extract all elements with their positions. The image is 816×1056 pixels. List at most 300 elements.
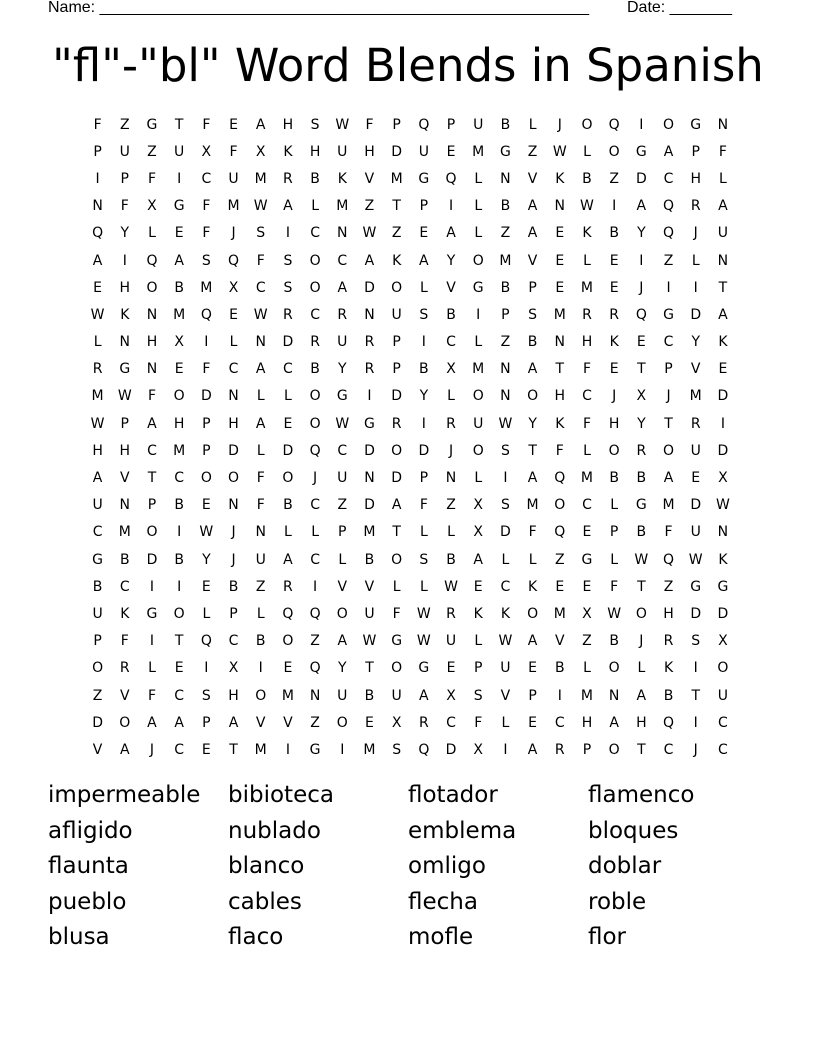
grid-letter[interactable]: E bbox=[174, 225, 184, 242]
grid-letter[interactable]: G bbox=[690, 578, 702, 595]
grid-letter[interactable]: I bbox=[639, 252, 644, 269]
grid-letter[interactable]: M bbox=[336, 198, 349, 215]
grid-letter[interactable]: Z bbox=[147, 143, 157, 160]
grid-letter[interactable]: L bbox=[202, 605, 211, 622]
grid-letter[interactable]: P bbox=[609, 524, 619, 541]
grid-letter[interactable]: O bbox=[391, 442, 403, 459]
grid-letter[interactable]: G bbox=[119, 361, 131, 378]
date-field-label[interactable]: Date: _______ bbox=[627, 0, 732, 16]
grid-letter[interactable]: W bbox=[552, 143, 567, 160]
grid-letter[interactable]: I bbox=[612, 198, 617, 215]
grid-letter[interactable]: A bbox=[174, 714, 184, 731]
grid-letter[interactable]: A bbox=[255, 415, 266, 432]
grid-letter[interactable]: G bbox=[92, 551, 104, 568]
grid-letter[interactable]: W bbox=[362, 633, 377, 650]
grid-letter[interactable]: N bbox=[554, 334, 566, 351]
grid-letter[interactable]: A bbox=[92, 252, 103, 269]
grid-letter[interactable]: S bbox=[473, 687, 483, 704]
grid-letter[interactable]: H bbox=[119, 442, 131, 459]
grid-letter[interactable]: L bbox=[447, 388, 455, 405]
grid-letter[interactable]: R bbox=[119, 660, 130, 677]
grid-letter[interactable]: G bbox=[581, 551, 593, 568]
grid-letter[interactable]: I bbox=[476, 306, 481, 323]
grid-letter[interactable]: M bbox=[363, 524, 376, 541]
grid-letter[interactable]: C bbox=[500, 578, 511, 595]
grid-letter[interactable]: O bbox=[581, 116, 593, 133]
grid-letter[interactable]: E bbox=[473, 578, 483, 595]
grid-letter[interactable]: V bbox=[527, 252, 538, 269]
grid-letter[interactable]: N bbox=[228, 388, 239, 405]
grid-letter[interactable]: S bbox=[256, 225, 266, 242]
grid-letter[interactable]: J bbox=[612, 388, 617, 405]
grid-letter[interactable]: O bbox=[228, 470, 240, 487]
grid-letter[interactable]: R bbox=[446, 415, 456, 432]
grid-letter[interactable]: V bbox=[554, 633, 565, 650]
grid-letter[interactable]: F bbox=[147, 170, 156, 187]
grid-letter[interactable]: W bbox=[416, 605, 431, 622]
grid-letter[interactable]: Z bbox=[391, 225, 402, 242]
grid-letter[interactable]: Z bbox=[92, 687, 103, 704]
grid-letter[interactable]: A bbox=[636, 687, 647, 704]
grid-letter[interactable]: L bbox=[93, 334, 102, 351]
grid-letter[interactable]: Q bbox=[309, 442, 321, 459]
grid-letter[interactable]: A bbox=[527, 361, 538, 378]
grid-letter[interactable]: P bbox=[202, 442, 211, 459]
grid-letter[interactable]: D bbox=[364, 279, 375, 296]
grid-letter[interactable]: U bbox=[337, 687, 348, 704]
grid-letter[interactable]: I bbox=[503, 741, 508, 758]
grid-letter[interactable]: F bbox=[229, 143, 238, 160]
grid-letter[interactable]: X bbox=[473, 524, 484, 541]
grid-letter[interactable]: O bbox=[173, 605, 185, 622]
grid-letter[interactable]: O bbox=[282, 633, 294, 650]
grid-letter[interactable]: I bbox=[367, 388, 372, 405]
grid-letter[interactable]: Z bbox=[119, 116, 130, 133]
grid-letter[interactable]: C bbox=[228, 361, 239, 378]
grid-letter[interactable]: E bbox=[555, 279, 565, 296]
grid-letter[interactable]: O bbox=[554, 497, 566, 514]
grid-letter[interactable]: G bbox=[472, 279, 484, 296]
grid-letter[interactable]: J bbox=[448, 442, 454, 459]
grid-letter[interactable]: O bbox=[717, 660, 729, 677]
grid-letter[interactable]: O bbox=[200, 470, 212, 487]
grid-letter[interactable]: B bbox=[174, 279, 184, 296]
grid-letter[interactable]: V bbox=[690, 361, 701, 378]
grid-letter[interactable]: W bbox=[688, 551, 703, 568]
grid-letter[interactable]: Q bbox=[663, 198, 675, 215]
grid-letter[interactable]: D bbox=[282, 334, 294, 351]
grid-letter[interactable]: M bbox=[173, 442, 186, 459]
grid-letter[interactable]: L bbox=[256, 442, 265, 459]
grid-letter[interactable]: E bbox=[609, 252, 619, 269]
grid-letter[interactable]: A bbox=[92, 470, 103, 487]
grid-letter[interactable]: X bbox=[391, 714, 402, 731]
grid-letter[interactable]: F bbox=[582, 361, 591, 378]
grid-letter[interactable]: Q bbox=[418, 741, 430, 758]
grid-letter[interactable]: P bbox=[528, 279, 537, 296]
grid-letter[interactable]: Q bbox=[554, 524, 566, 541]
grid-letter[interactable]: I bbox=[258, 660, 263, 677]
grid-letter[interactable]: O bbox=[527, 388, 539, 405]
grid-letter[interactable]: U bbox=[364, 605, 375, 622]
grid-letter[interactable]: O bbox=[608, 143, 620, 160]
grid-letter[interactable]: S bbox=[419, 551, 429, 568]
grid-letter[interactable]: G bbox=[336, 388, 348, 405]
grid-letter[interactable]: U bbox=[473, 116, 484, 133]
grid-letter[interactable]: A bbox=[527, 633, 538, 650]
grid-letter[interactable]: C bbox=[119, 578, 130, 595]
grid-letter[interactable]: N bbox=[255, 334, 266, 351]
grid-letter[interactable]: D bbox=[690, 497, 702, 514]
grid-letter[interactable]: A bbox=[527, 741, 538, 758]
grid-letter[interactable]: L bbox=[419, 524, 428, 541]
grid-letter[interactable]: M bbox=[472, 143, 485, 160]
grid-letter[interactable]: F bbox=[256, 470, 265, 487]
grid-letter[interactable]: I bbox=[639, 116, 644, 133]
grid-letter[interactable]: E bbox=[636, 334, 646, 351]
grid-letter[interactable]: E bbox=[446, 660, 456, 677]
grid-letter[interactable]: R bbox=[310, 334, 320, 351]
grid-letter[interactable]: L bbox=[474, 470, 483, 487]
grid-letter[interactable]: A bbox=[473, 551, 483, 568]
grid-letter[interactable]: B bbox=[446, 306, 456, 323]
grid-letter[interactable]: K bbox=[473, 605, 483, 622]
grid-letter[interactable]: B bbox=[119, 551, 130, 568]
grid-letter[interactable]: L bbox=[474, 334, 483, 351]
grid-letter[interactable]: E bbox=[691, 470, 701, 487]
grid-letter[interactable]: E bbox=[555, 578, 565, 595]
grid-letter[interactable]: I bbox=[693, 660, 698, 677]
grid-letter[interactable]: N bbox=[717, 252, 729, 269]
grid-letter[interactable]: Y bbox=[120, 225, 130, 242]
grid-letter[interactable]: M bbox=[580, 687, 594, 704]
grid-letter[interactable]: O bbox=[608, 660, 620, 677]
grid-letter[interactable]: W bbox=[253, 198, 268, 215]
grid-letter[interactable]: L bbox=[447, 524, 455, 541]
grid-letter[interactable]: F bbox=[202, 361, 211, 378]
grid-letter[interactable]: I bbox=[720, 415, 725, 432]
grid-letter[interactable]: L bbox=[610, 497, 619, 514]
grid-letter[interactable]: T bbox=[392, 524, 401, 541]
grid-letter[interactable]: D bbox=[391, 143, 403, 160]
grid-letter[interactable]: R bbox=[283, 578, 293, 595]
grid-letter[interactable]: F bbox=[474, 714, 483, 731]
grid-letter[interactable]: I bbox=[122, 252, 127, 269]
grid-letter[interactable]: I bbox=[177, 524, 182, 541]
grid-letter[interactable]: Q bbox=[146, 252, 158, 269]
grid-letter[interactable]: K bbox=[609, 334, 619, 351]
grid-letter[interactable]: H bbox=[309, 143, 321, 160]
grid-letter[interactable]: H bbox=[146, 334, 158, 351]
grid-letter[interactable]: A bbox=[391, 497, 402, 514]
grid-letter[interactable]: B bbox=[310, 361, 320, 378]
grid-letter[interactable]: P bbox=[473, 660, 483, 677]
grid-letter[interactable]: O bbox=[472, 442, 484, 459]
grid-letter[interactable]: M bbox=[227, 198, 240, 215]
grid-letter[interactable]: Q bbox=[282, 605, 294, 622]
grid-letter[interactable]: V bbox=[500, 687, 511, 704]
grid-letter[interactable]: E bbox=[582, 524, 592, 541]
grid-letter[interactable]: G bbox=[635, 497, 647, 514]
grid-letter[interactable]: T bbox=[174, 633, 184, 650]
grid-letter[interactable]: W bbox=[362, 225, 377, 242]
grid-letter[interactable]: S bbox=[201, 687, 211, 704]
grid-letter[interactable]: X bbox=[255, 143, 266, 160]
grid-letter[interactable]: E bbox=[555, 225, 565, 242]
grid-letter[interactable]: P bbox=[147, 497, 157, 514]
grid-letter[interactable]: I bbox=[693, 279, 698, 296]
grid-letter[interactable]: O bbox=[146, 524, 158, 541]
grid-letter[interactable]: J bbox=[639, 279, 644, 296]
grid-letter[interactable]: C bbox=[310, 497, 320, 514]
grid-letter[interactable]: A bbox=[718, 306, 728, 323]
grid-letter[interactable]: J bbox=[693, 741, 698, 758]
grid-letter[interactable]: T bbox=[691, 687, 700, 704]
grid-letter[interactable]: M bbox=[254, 741, 267, 758]
grid-letter[interactable]: R bbox=[690, 415, 701, 432]
grid-letter[interactable]: L bbox=[419, 279, 428, 296]
grid-letter[interactable]: V bbox=[119, 470, 130, 487]
grid-letter[interactable]: G bbox=[146, 116, 158, 133]
grid-letter[interactable]: K bbox=[555, 170, 565, 187]
grid-letter[interactable]: F bbox=[93, 116, 102, 133]
grid-letter[interactable]: P bbox=[202, 415, 211, 432]
grid-letter[interactable]: S bbox=[500, 497, 510, 514]
grid-letter[interactable]: B bbox=[636, 524, 647, 541]
grid-letter[interactable]: P bbox=[93, 143, 102, 160]
grid-letter[interactable]: X bbox=[201, 143, 212, 160]
grid-letter[interactable]: U bbox=[391, 306, 402, 323]
grid-letter[interactable]: L bbox=[637, 660, 646, 677]
grid-letter[interactable]: U bbox=[500, 660, 511, 677]
grid-letter[interactable]: L bbox=[474, 225, 483, 242]
grid-letter[interactable]: J bbox=[557, 116, 562, 133]
grid-letter[interactable]: A bbox=[119, 741, 130, 758]
grid-letter[interactable]: Z bbox=[364, 198, 375, 215]
grid-letter[interactable]: I bbox=[149, 578, 155, 595]
grid-letter[interactable]: K bbox=[120, 605, 130, 622]
grid-letter[interactable]: L bbox=[474, 170, 483, 187]
grid-letter[interactable]: Y bbox=[446, 252, 456, 269]
grid-letter[interactable]: X bbox=[228, 279, 239, 296]
grid-letter[interactable]: F bbox=[202, 116, 211, 133]
grid-letter[interactable]: K bbox=[718, 334, 728, 351]
grid-letter[interactable]: L bbox=[148, 225, 156, 242]
grid-letter[interactable]: A bbox=[255, 116, 266, 133]
grid-letter[interactable]: F bbox=[147, 388, 156, 405]
grid-letter[interactable]: H bbox=[690, 170, 701, 187]
grid-letter[interactable]: X bbox=[636, 388, 647, 405]
grid-letter[interactable]: I bbox=[693, 714, 698, 731]
grid-letter[interactable]: D bbox=[200, 388, 212, 405]
grid-letter[interactable]: J bbox=[231, 225, 236, 242]
grid-letter[interactable]: V bbox=[283, 714, 293, 731]
grid-letter[interactable]: C bbox=[718, 714, 728, 731]
grid-letter[interactable]: H bbox=[92, 442, 103, 459]
grid-letter[interactable]: U bbox=[445, 633, 457, 650]
grid-letter[interactable]: B bbox=[92, 578, 103, 595]
grid-letter[interactable]: C bbox=[337, 442, 348, 459]
grid-letter[interactable]: C bbox=[663, 741, 674, 758]
grid-letter[interactable]: D bbox=[500, 524, 511, 541]
grid-letter[interactable]: B bbox=[500, 116, 511, 133]
grid-letter[interactable]: I bbox=[204, 334, 209, 351]
grid-letter[interactable]: E bbox=[174, 660, 184, 677]
grid-letter[interactable]: Z bbox=[500, 225, 511, 242]
grid-letter[interactable]: C bbox=[310, 551, 320, 568]
grid-letter[interactable]: G bbox=[146, 605, 158, 622]
grid-letter[interactable]: W bbox=[90, 415, 105, 432]
grid-letter[interactable]: U bbox=[337, 334, 348, 351]
grid-letter[interactable]: T bbox=[365, 660, 374, 677]
grid-letter[interactable]: F bbox=[718, 143, 727, 160]
grid-letter[interactable]: C bbox=[310, 225, 320, 242]
grid-letter[interactable]: D bbox=[717, 442, 729, 459]
grid-letter[interactable]: B bbox=[174, 497, 184, 514]
grid-letter[interactable]: D bbox=[282, 442, 294, 459]
grid-letter[interactable]: E bbox=[174, 361, 184, 378]
grid-letter[interactable]: S bbox=[419, 306, 429, 323]
grid-letter[interactable]: T bbox=[555, 361, 565, 378]
grid-letter[interactable]: I bbox=[503, 470, 508, 487]
grid-letter[interactable]: I bbox=[448, 198, 454, 215]
grid-letter[interactable]: G bbox=[690, 116, 702, 133]
grid-letter[interactable]: T bbox=[637, 578, 646, 595]
grid-letter[interactable]: J bbox=[639, 633, 644, 650]
grid-letter[interactable]: U bbox=[690, 524, 701, 541]
grid-letter[interactable]: B bbox=[419, 361, 429, 378]
grid-letter[interactable]: O bbox=[527, 605, 539, 622]
grid-letter[interactable]: F bbox=[610, 578, 619, 595]
grid-letter[interactable]: C bbox=[446, 714, 456, 731]
grid-letter[interactable]: W bbox=[580, 198, 594, 215]
grid-letter[interactable]: P bbox=[229, 605, 238, 622]
grid-letter[interactable]: N bbox=[309, 687, 321, 704]
grid-letter[interactable]: G bbox=[717, 578, 729, 595]
grid-letter[interactable]: L bbox=[284, 524, 292, 541]
grid-letter[interactable]: P bbox=[93, 633, 102, 650]
grid-letter[interactable]: L bbox=[528, 116, 537, 133]
grid-letter[interactable]: I bbox=[177, 578, 182, 595]
grid-letter[interactable]: N bbox=[608, 687, 620, 704]
grid-letter[interactable]: F bbox=[365, 116, 374, 133]
grid-letter[interactable]: M bbox=[200, 279, 213, 296]
grid-letter[interactable]: Z bbox=[446, 497, 456, 514]
grid-letter[interactable]: M bbox=[173, 306, 186, 323]
grid-letter[interactable]: I bbox=[340, 741, 345, 758]
grid-letter[interactable]: H bbox=[581, 334, 593, 351]
grid-letter[interactable]: R bbox=[364, 334, 375, 351]
grid-letter[interactable]: B bbox=[283, 497, 293, 514]
grid-letter[interactable]: M bbox=[118, 524, 131, 541]
grid-letter[interactable]: M bbox=[254, 170, 267, 187]
grid-letter[interactable]: C bbox=[582, 497, 592, 514]
grid-letter[interactable]: I bbox=[421, 415, 426, 432]
grid-letter[interactable]: Q bbox=[608, 116, 620, 133]
grid-letter[interactable]: W bbox=[498, 633, 513, 650]
grid-letter[interactable]: L bbox=[148, 660, 156, 677]
grid-letter[interactable]: E bbox=[229, 306, 238, 323]
grid-letter[interactable]: C bbox=[174, 741, 185, 758]
grid-letter[interactable]: E bbox=[609, 279, 619, 296]
grid-letter[interactable]: E bbox=[365, 714, 374, 731]
grid-letter[interactable]: W bbox=[607, 605, 622, 622]
grid-letter[interactable]: F bbox=[147, 687, 156, 704]
grid-letter[interactable]: C bbox=[255, 279, 266, 296]
grid-letter[interactable]: L bbox=[719, 170, 727, 187]
grid-letter[interactable]: V bbox=[119, 687, 130, 704]
grid-letter[interactable]: C bbox=[582, 388, 592, 405]
grid-letter[interactable]: E bbox=[201, 741, 211, 758]
grid-letter[interactable]: U bbox=[228, 170, 239, 187]
grid-letter[interactable]: C bbox=[554, 714, 565, 731]
grid-letter[interactable]: N bbox=[717, 524, 729, 541]
grid-letter[interactable]: X bbox=[718, 633, 728, 650]
grid-letter[interactable]: E bbox=[555, 252, 565, 269]
grid-letter[interactable]: R bbox=[283, 170, 293, 187]
grid-letter[interactable]: Z bbox=[663, 252, 674, 269]
grid-letter[interactable]: O bbox=[391, 660, 403, 677]
grid-letter[interactable]: O bbox=[255, 687, 267, 704]
grid-letter[interactable]: F bbox=[202, 198, 211, 215]
grid-letter[interactable]: P bbox=[528, 687, 537, 704]
grid-letter[interactable]: J bbox=[231, 524, 236, 541]
grid-letter[interactable]: V bbox=[364, 170, 375, 187]
grid-letter[interactable]: X bbox=[473, 741, 484, 758]
grid-letter[interactable]: U bbox=[717, 225, 729, 242]
grid-letter[interactable]: O bbox=[309, 415, 321, 432]
grid-letter[interactable]: I bbox=[421, 334, 426, 351]
grid-letter[interactable]: I bbox=[149, 633, 155, 650]
grid-letter[interactable]: H bbox=[173, 415, 185, 432]
grid-letter[interactable]: T bbox=[229, 741, 238, 758]
grid-letter[interactable]: N bbox=[337, 225, 348, 242]
grid-letter[interactable]: N bbox=[445, 470, 457, 487]
grid-letter[interactable]: I bbox=[285, 225, 290, 242]
grid-letter[interactable]: W bbox=[335, 116, 350, 133]
grid-letter[interactable]: L bbox=[474, 633, 483, 650]
grid-letter[interactable]: A bbox=[527, 198, 538, 215]
grid-letter[interactable]: L bbox=[256, 605, 265, 622]
grid-letter[interactable]: D bbox=[391, 388, 403, 405]
grid-letter[interactable]: O bbox=[472, 252, 484, 269]
grid-letter[interactable]: Q bbox=[663, 225, 675, 242]
grid-letter[interactable]: N bbox=[717, 116, 729, 133]
grid-letter[interactable]: B bbox=[364, 551, 375, 568]
grid-letter[interactable]: Q bbox=[663, 714, 675, 731]
grid-letter[interactable]: M bbox=[689, 388, 702, 405]
grid-letter[interactable]: N bbox=[554, 198, 566, 215]
grid-letter[interactable]: L bbox=[311, 524, 319, 541]
grid-letter[interactable]: T bbox=[664, 415, 673, 432]
grid-letter[interactable]: D bbox=[690, 605, 702, 622]
grid-letter[interactable]: N bbox=[255, 524, 266, 541]
grid-letter[interactable]: K bbox=[582, 225, 592, 242]
grid-letter[interactable]: X bbox=[174, 334, 184, 351]
grid-letter[interactable]: H bbox=[228, 687, 239, 704]
grid-letter[interactable]: W bbox=[416, 633, 431, 650]
grid-letter[interactable]: J bbox=[693, 225, 698, 242]
grid-letter[interactable]: S bbox=[283, 279, 293, 296]
grid-letter[interactable]: T bbox=[528, 442, 537, 459]
grid-letter[interactable]: X bbox=[446, 361, 456, 378]
grid-letter[interactable]: Q bbox=[92, 225, 104, 242]
grid-letter[interactable]: D bbox=[92, 714, 103, 731]
grid-letter[interactable]: B bbox=[636, 470, 647, 487]
grid-letter[interactable]: Y bbox=[202, 551, 211, 568]
grid-letter[interactable]: Y bbox=[528, 415, 537, 432]
grid-letter[interactable]: E bbox=[229, 116, 238, 133]
